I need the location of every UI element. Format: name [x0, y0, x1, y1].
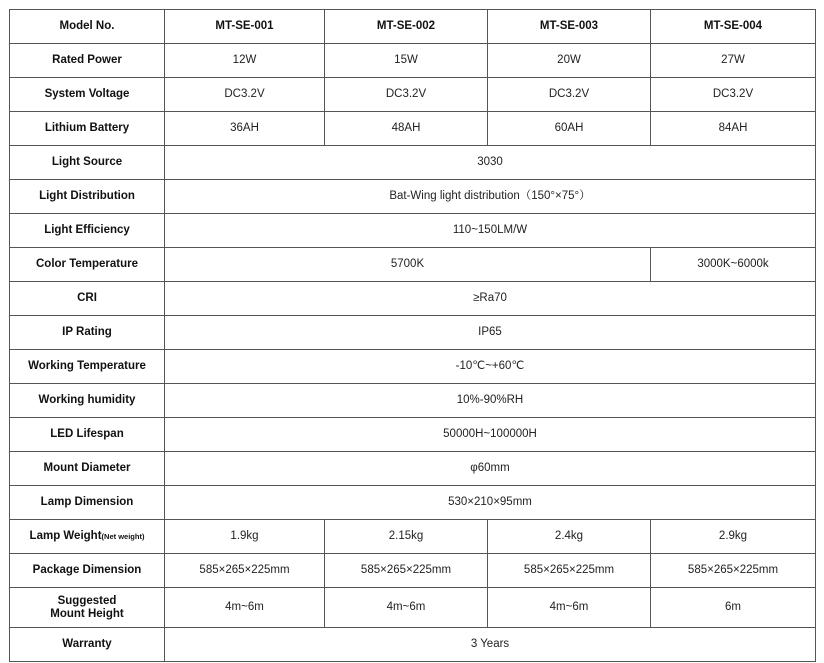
- row-label: Rated Power: [10, 44, 165, 78]
- row-mount-height: [10, 588, 816, 628]
- value-cell: 585×265×225mm: [165, 554, 325, 588]
- value-cell: 15W: [325, 44, 488, 78]
- value-cell: DC3.2V: [165, 78, 325, 112]
- value-cell: 2.4kg: [488, 520, 651, 554]
- row-label: Light Efficiency: [10, 214, 165, 248]
- value-cell: 84AH: [651, 112, 816, 146]
- row-color-temperature: [10, 248, 816, 282]
- row-label-line: Mount Height: [50, 607, 124, 620]
- row-label: [10, 520, 165, 554]
- value-cell: 530×210×95mm: [165, 486, 816, 520]
- row-label: CRI: [10, 282, 165, 316]
- header-label: Model No.: [10, 10, 165, 44]
- row-label: Light Source: [10, 146, 165, 180]
- value-cell: 48AH: [325, 112, 488, 146]
- row-system-voltage: [10, 78, 816, 112]
- row-label: Package Dimension: [10, 554, 165, 588]
- row-label: [10, 588, 165, 628]
- row-label: System Voltage: [10, 78, 165, 112]
- value-cell: IP65: [165, 316, 816, 350]
- model-cell: MT-SE-004: [651, 10, 816, 44]
- row-lamp-dimension: [10, 486, 816, 520]
- value-cell: 4m~6m: [488, 588, 651, 628]
- row-light-source: [10, 146, 816, 180]
- value-cell: 10%-90%RH: [165, 384, 816, 418]
- value-cell: DC3.2V: [488, 78, 651, 112]
- model-cell: MT-SE-001: [165, 10, 325, 44]
- row-working-humidity: [10, 384, 816, 418]
- model-cell: MT-SE-002: [325, 10, 488, 44]
- row-warranty: [10, 628, 816, 662]
- value-cell: 2.15kg: [325, 520, 488, 554]
- value-cell: 36AH: [165, 112, 325, 146]
- row-working-temperature: [10, 350, 816, 384]
- row-label: Lamp Dimension: [10, 486, 165, 520]
- row-label: Working humidity: [10, 384, 165, 418]
- value-cell: 4m~6m: [325, 588, 488, 628]
- row-label: Warranty: [10, 628, 165, 662]
- row-label-note: (Net weight): [101, 532, 145, 541]
- value-cell: 5700K: [165, 248, 651, 282]
- value-cell: 3000K~6000k: [651, 248, 816, 282]
- value-cell: 27W: [651, 44, 816, 78]
- value-cell: -10℃~+60℃: [165, 350, 816, 384]
- row-light-distribution: [10, 180, 816, 214]
- value-cell: 60AH: [488, 112, 651, 146]
- row-label: LED Lifespan: [10, 418, 165, 452]
- row-mount-diameter: [10, 452, 816, 486]
- header-row: [10, 10, 816, 44]
- model-cell: MT-SE-003: [488, 10, 651, 44]
- value-cell: DC3.2V: [325, 78, 488, 112]
- row-label-text: Lamp Weight: [29, 530, 102, 542]
- row-lithium-battery: [10, 112, 816, 146]
- row-rated-power: [10, 44, 816, 78]
- value-cell: 585×265×225mm: [488, 554, 651, 588]
- value-cell: DC3.2V: [651, 78, 816, 112]
- row-label-line: Suggested: [57, 594, 117, 607]
- value-cell: 3 Years: [165, 628, 816, 662]
- value-cell: 110~150LM/W: [165, 214, 816, 248]
- value-cell: 1.9kg: [165, 520, 325, 554]
- row-label: Light Distribution: [10, 180, 165, 214]
- row-label: IP Rating: [10, 316, 165, 350]
- value-cell: 12W: [165, 44, 325, 78]
- value-cell: 3030: [165, 146, 816, 180]
- value-cell: 50000H~100000H: [165, 418, 816, 452]
- value-cell: 6m: [651, 588, 816, 628]
- row-light-efficiency: [10, 214, 816, 248]
- row-label: Working Temperature: [10, 350, 165, 384]
- value-cell: ≥Ra70: [165, 282, 816, 316]
- value-cell: Bat-Wing light distribution（150°×75°）: [165, 180, 816, 214]
- value-cell: 4m~6m: [165, 588, 325, 628]
- row-label: Color Temperature: [10, 248, 165, 282]
- value-cell: 2.9kg: [651, 520, 816, 554]
- row-label: Mount Diameter: [10, 452, 165, 486]
- value-cell: 20W: [488, 44, 651, 78]
- row-package-dimension: [10, 554, 816, 588]
- value-cell: φ60mm: [165, 452, 816, 486]
- value-cell: 585×265×225mm: [325, 554, 488, 588]
- row-ip-rating: [10, 316, 816, 350]
- row-label: Lithium Battery: [10, 112, 165, 146]
- value-cell: 585×265×225mm: [651, 554, 816, 588]
- row-led-lifespan: [10, 418, 816, 452]
- row-cri: [10, 282, 816, 316]
- row-lamp-weight: [10, 520, 816, 554]
- spec-table: [9, 9, 816, 662]
